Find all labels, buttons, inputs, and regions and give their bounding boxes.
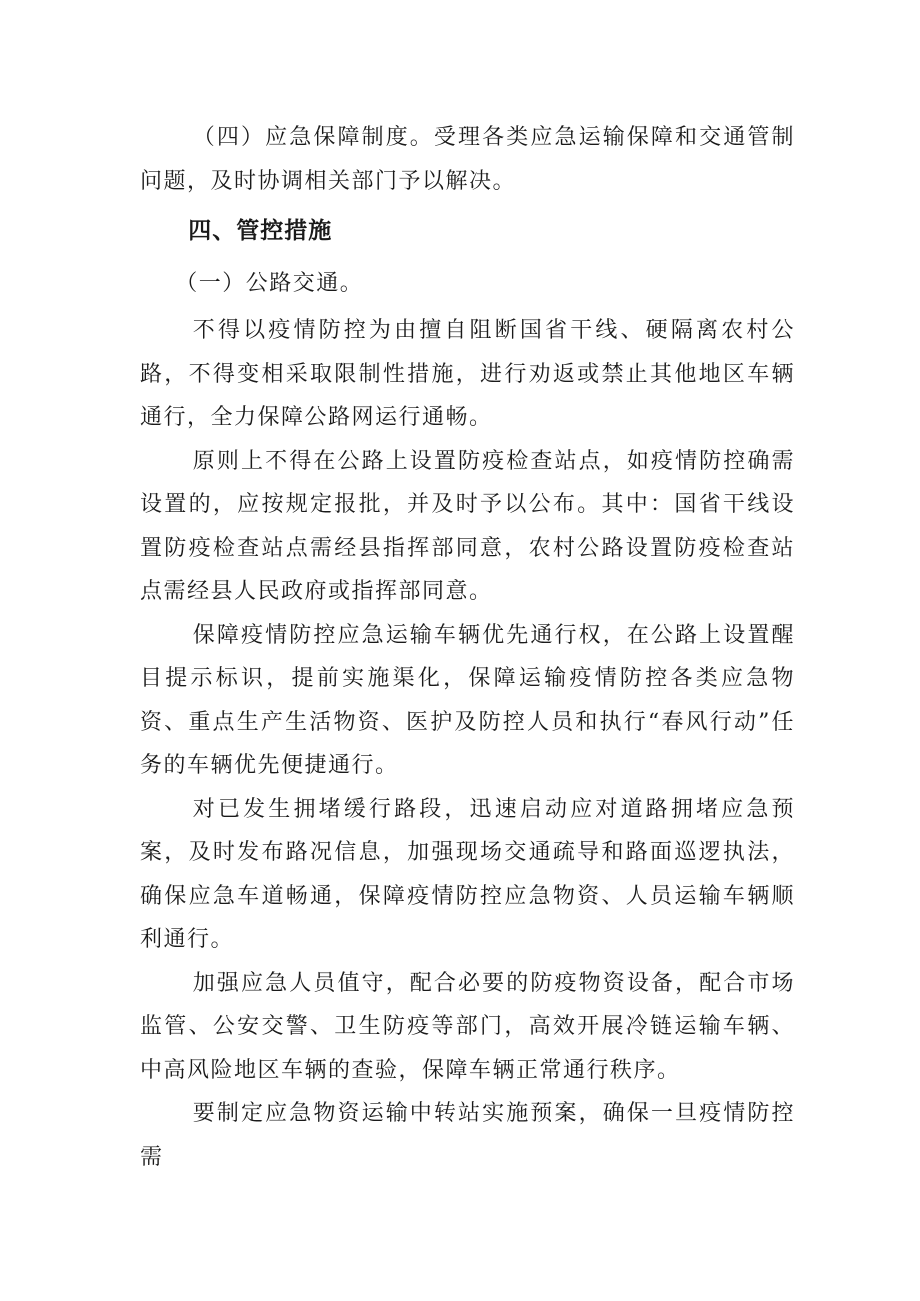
paragraph-transfer-station: 要制定应急物资运输中转站实施预案，确保一旦疫情防控需 (140, 1101, 795, 1170)
paragraph-no-blocking: 不得以疫情防控为由擅自阻断国省干线、硬隔离农村公路，不得变相采取限制性措施，进行劝返或禁止其他地区车辆通行，全力保障公路网运行通畅。 (140, 318, 795, 430)
paragraph-congestion: 对已发生拥堵缓行路段，迅速启动应对道路拥堵应急预案，及时发布路况信息，加强现场交通疏导和路面巡逻执法，确保应急车道畅通，保障疫情防控应急物资、人员运输车辆顺利通行。 (140, 796, 795, 952)
paragraph-emergency-guarantee: （四）应急保障制度。受理各类应急运输保障和交通管制问题，及时协调相关部门予以解决。 (140, 125, 795, 194)
paragraph-priority-passage: 保障疫情防控应急运输车辆优先通行权，在公路上设置醒目提示标识，提前实施渠化，保障运输疫情防控各类应急物资、重点生产生活物资、医护及防控人员和执行“春风行动”任务的车辆优先便捷通行。 (140, 622, 795, 778)
paragraph-staff-duty: 加强应急人员值守，配合必要的防疫物资设备，配合市场监管、公安交警、卫生防疫等部门，高效开展冷链运输车辆、中高风险地区车辆的查验，保障车辆正常通行秩序。 (140, 970, 795, 1083)
section-heading: 四、管控措施 (188, 218, 333, 244)
paragraph-checkpoints: 原则上不得在公路上设置防疫检查站点，如疫情防控确需设置的，应按规定报批，并及时予以公布。其中：国省干线设置防疫检查站点需经县指挥部同意，农村公路设置防疫检查站点需经县人民政府或指挥部同意。 (140, 448, 795, 604)
sub-heading-highway-traffic: （一）公路交通。 (175, 271, 364, 296)
document-body (140, 116, 795, 1179)
